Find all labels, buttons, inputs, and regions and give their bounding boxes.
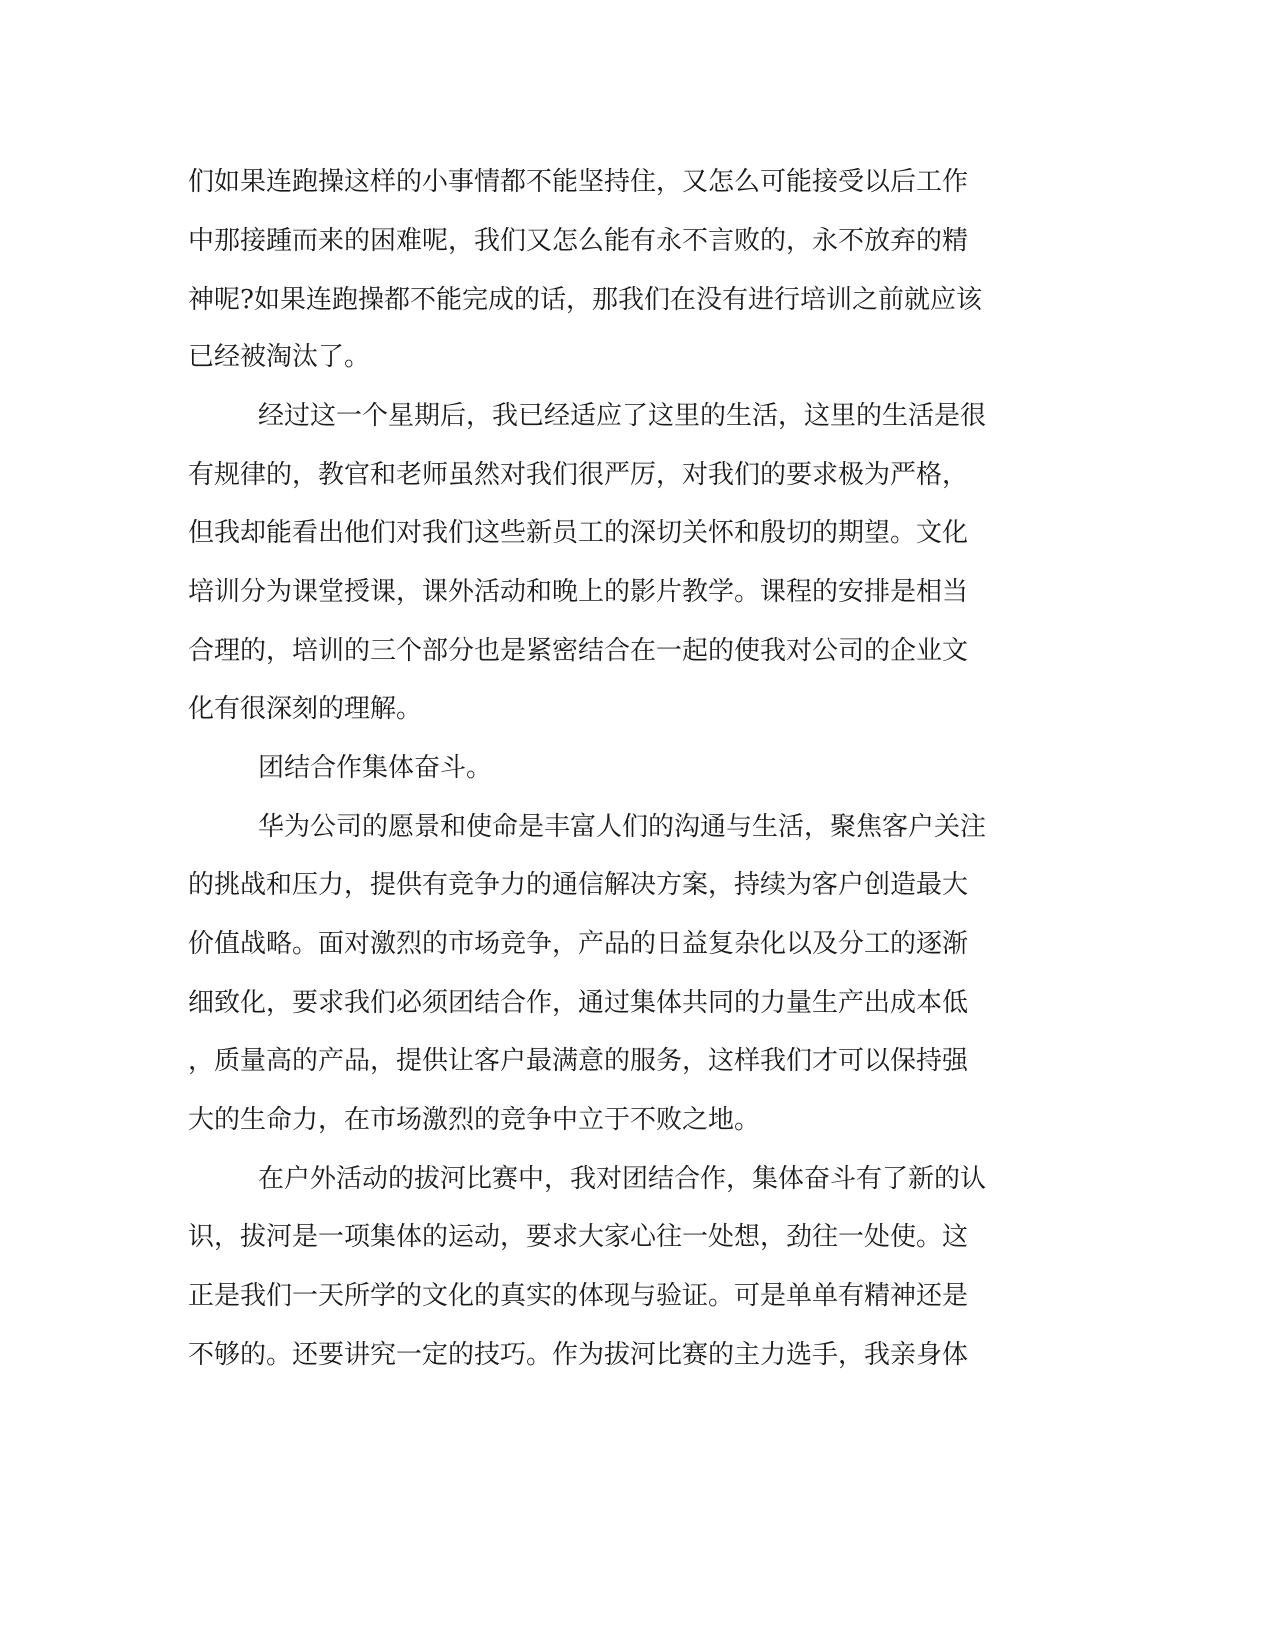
text-line: 的挑战和压力，提供有竞争力的通信解决方案，持续为客户创造最大 — [188, 870, 969, 900]
text-line: 中那接踵而来的困难呢，我们又怎么能有永不言败的，永不放弃的精 — [188, 226, 969, 256]
text-line: ，质量高的产品，提供让客户最满意的服务，这样我们才可以保持强 — [188, 1046, 969, 1076]
text-line: 们如果连跑操这样的小事情都不能坚持住，又怎么可能接受以后工作 — [188, 167, 969, 197]
text-line: 正是我们一天所学的文化的真实的体现与验证。可是单单有精神还是 — [188, 1281, 969, 1311]
paragraph-first-line: 经过这一个星期后，我已经适应了这里的生活，这里的生活是很 — [258, 401, 987, 431]
text-line: 不够的。还要讲究一定的技巧。作为拔河比赛的主力选手，我亲身体 — [188, 1340, 969, 1370]
paragraph-first-line: 在户外活动的拔河比赛中，我对团结合作，集体奋斗有了新的认 — [258, 1164, 987, 1194]
text-line: 合理的，培训的三个部分也是紧密结合在一起的使我对公司的企业文 — [188, 636, 969, 666]
section-heading: 团结合作集体奋斗。 — [258, 753, 493, 783]
text-line: 神呢?如果连跑操都不能完成的话，那我们在没有进行培训之前就应该 — [188, 285, 982, 315]
text-line: 识，拔河是一项集体的运动，要求大家心往一处想，劲往一处使。这 — [188, 1222, 969, 1252]
paragraph-first-line: 华为公司的愿景和使命是丰富人们的沟通与生活，聚焦客户关注 — [258, 812, 987, 842]
text-line: 化有很深刻的理解。 — [188, 694, 423, 724]
text-line: 大的生命力，在市场激烈的竞争中立于不败之地。 — [188, 1105, 761, 1135]
text-line: 价值战略。面对激烈的市场竞争，产品的日益复杂化以及分工的逐渐 — [188, 929, 969, 959]
text-line: 但我却能看出他们对我们这些新员工的深切关怀和殷切的期望。文化 — [188, 518, 969, 548]
text-line: 细致化，要求我们必须团结合作，通过集体共同的力量生产出成本低 — [188, 988, 969, 1018]
text-line: 有规律的，教官和老师虽然对我们很严厉，对我们的要求极为严格， — [188, 460, 969, 490]
text-line: 培训分为课堂授课，课外活动和晚上的影片教学。课程的安排是相当 — [188, 577, 969, 607]
text-line: 已经被淘汰了。 — [188, 342, 371, 372]
